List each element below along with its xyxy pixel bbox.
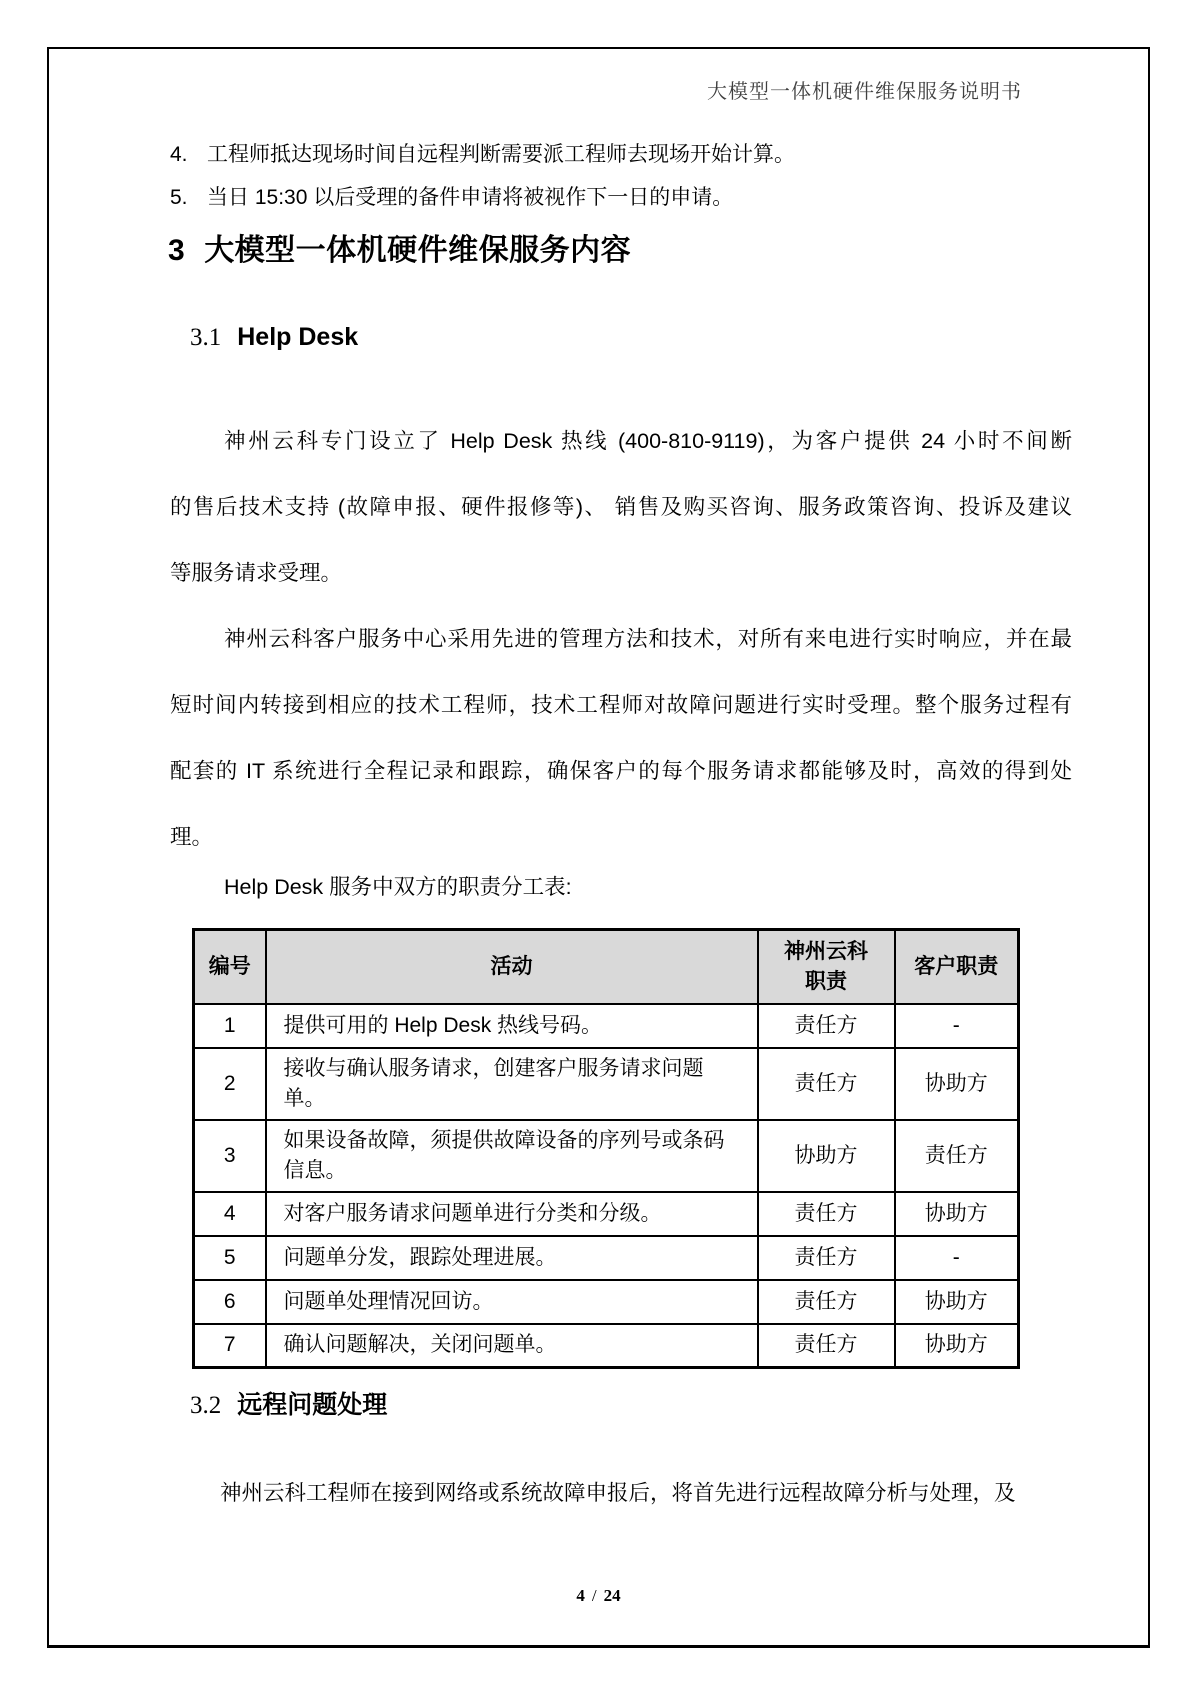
cell-customer-responsibility: 协助方 (895, 1048, 1019, 1120)
footer-separator: / (591, 1586, 597, 1605)
subsection-heading-help-desk (190, 318, 358, 357)
cell-customer-responsibility: - (895, 1004, 1019, 1048)
cell-dck-responsibility: 责任方 (758, 1236, 895, 1280)
cell-customer-responsibility: 协助方 (895, 1324, 1019, 1368)
section-title: 大模型一体机硬件维保服务内容 (204, 234, 632, 267)
cell-dck-responsibility: 协助方 (758, 1120, 895, 1192)
cell-row-number: 1 (194, 1004, 266, 1048)
cell-row-number: 3 (194, 1120, 266, 1192)
paragraph-line: 理。 (170, 825, 214, 849)
cell-activity: 问题单分发，跟踪处理进展。 (266, 1236, 758, 1280)
table-row (194, 1236, 1019, 1280)
table-header-row (194, 930, 1019, 1004)
subsection-heading-remote-handling (190, 1386, 387, 1425)
col-header-customer-responsibility: 客户职责 (895, 930, 1019, 1004)
cell-activity: 接收与确认服务请求，创建客户服务请求问题单。 (266, 1048, 758, 1120)
subsection-title: 远程问题处理 (237, 1391, 388, 1419)
col-header-dck-line2: 职责 (805, 969, 847, 993)
col-header-number: 编号 (194, 930, 266, 1004)
list-item-text: 当日 15:30 以后受理的备件申请将被视作下一日的申请。 (207, 186, 734, 209)
subsection-number: 3.2 (190, 1392, 222, 1419)
cell-activity: 对客户服务请求问题单进行分类和分级。 (266, 1192, 758, 1236)
list-item (170, 181, 1080, 224)
col-header-activity: 活动 (266, 930, 758, 1004)
cell-dck-responsibility: 责任方 (758, 1280, 895, 1324)
cell-row-number: 6 (194, 1280, 266, 1324)
table-header (194, 930, 1019, 1004)
table-row (194, 1280, 1019, 1324)
cell-customer-responsibility: 协助方 (895, 1192, 1019, 1236)
list-item-number: 5. (170, 186, 188, 209)
col-header-dck-line1: 神州云科 (784, 939, 868, 963)
paragraph-line: 配套的 IT 系统进行全程记录和跟踪，确保客户的每个服务请求都能够及时，高效的得到处 (170, 759, 1072, 783)
cell-customer-responsibility: 协助方 (895, 1280, 1019, 1324)
cell-row-number: 5 (194, 1236, 266, 1280)
paragraph-line: 的售后技术支持 (故障申报、硬件报修等)、 销售及购买咨询、服务政策咨询、投诉及建议 (170, 495, 1072, 519)
table-row (194, 1120, 1019, 1192)
numbered-list (170, 138, 1080, 224)
paragraph-line: 神州云科专门设立了 Help Desk 热线 (400-810-9119)，为客户提供 24 小时不间断 (224, 429, 1072, 453)
cell-dck-responsibility: 责任方 (758, 1004, 895, 1048)
cell-row-number: 7 (194, 1324, 266, 1368)
body-paragraphs (170, 408, 1072, 870)
list-item-number: 4. (170, 143, 188, 166)
table-row (194, 1004, 1019, 1048)
section-number: 3 (168, 234, 186, 267)
list-item-text: 工程师抵达现场时间自远程判断需要派工程师去现场开始计算。 (207, 143, 795, 166)
cell-customer-responsibility: 责任方 (895, 1120, 1019, 1192)
table-row (194, 1048, 1019, 1120)
cell-activity: 问题单处理情况回访。 (266, 1280, 758, 1324)
paragraph-line: 短时间内转接到相应的技术工程师，技术工程师对故障问题进行实时受理。整个服务过程有 (170, 693, 1072, 717)
table-body (194, 1004, 1019, 1368)
list-item (170, 138, 1080, 181)
footer-page-number: 4 (576, 1586, 585, 1605)
cell-dck-responsibility: 责任方 (758, 1324, 895, 1368)
paragraph-line: 等服务请求受理。 (170, 561, 343, 585)
table-caption: Help Desk 服务中双方的职责分工表: (224, 875, 572, 899)
section-heading (168, 228, 631, 274)
responsibility-table (192, 928, 1020, 1369)
page-header-title: 大模型一体机硬件维保服务说明书 (707, 81, 1022, 103)
footer-total-pages: 24 (603, 1586, 621, 1605)
page-footer (47, 1583, 1150, 1609)
col-header-dck-responsibility (758, 930, 895, 1004)
table-row (194, 1324, 1019, 1368)
paragraph-line: 神州云科客户服务中心采用先进的管理方法和技术，对所有来电进行实时响应，并在最 (224, 627, 1072, 651)
cell-row-number: 4 (194, 1192, 266, 1236)
closing-paragraph-line: 神州云科工程师在接到网络或系统故障申报后，将首先进行远程故障分析与处理，及 (220, 1481, 1016, 1505)
cell-activity: 确认问题解决，关闭问题单。 (266, 1324, 758, 1368)
subsection-title: Help Desk (237, 323, 359, 351)
cell-dck-responsibility: 责任方 (758, 1192, 895, 1236)
cell-dck-responsibility: 责任方 (758, 1048, 895, 1120)
cell-activity: 提供可用的 Help Desk 热线号码。 (266, 1004, 758, 1048)
cell-customer-responsibility: - (895, 1236, 1019, 1280)
cell-activity: 如果设备故障，须提供故障设备的序列号或条码信息。 (266, 1120, 758, 1192)
table-row (194, 1192, 1019, 1236)
subsection-number: 3.1 (190, 324, 222, 351)
cell-row-number: 2 (194, 1048, 266, 1120)
